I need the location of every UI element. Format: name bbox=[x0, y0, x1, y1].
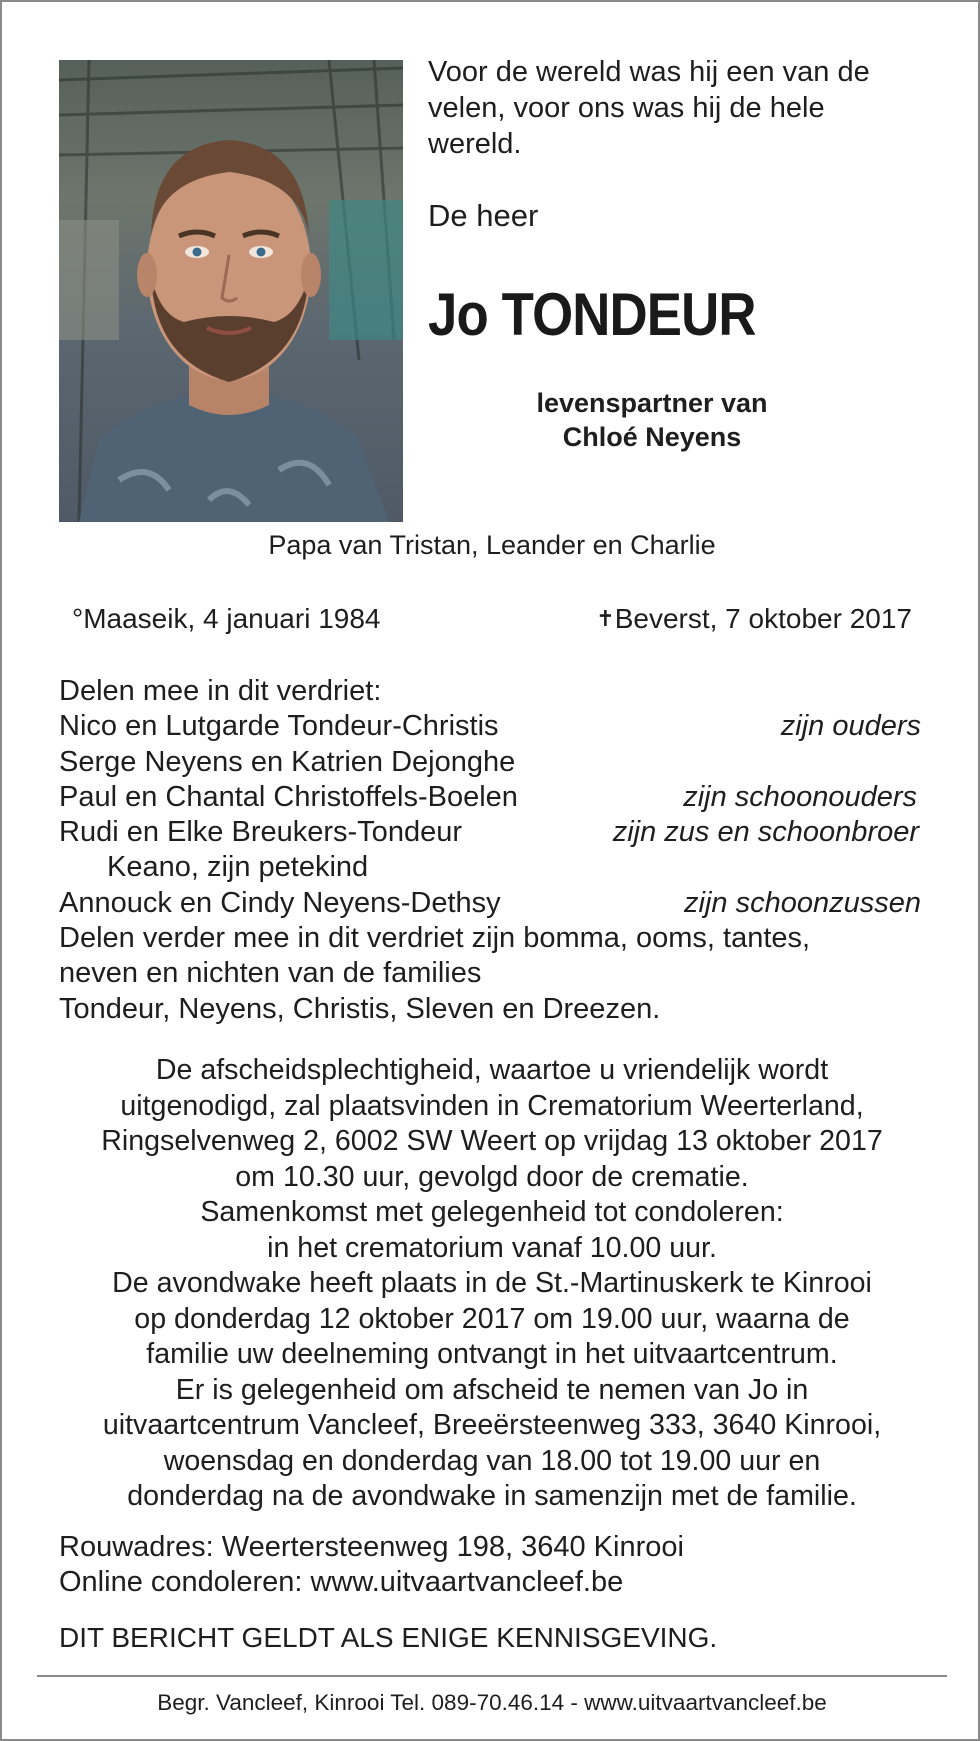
ceremony-details bbox=[32, 1053, 952, 1515]
death-text: Beverst, 7 oktober 2017 bbox=[614, 603, 912, 634]
portrait-photo bbox=[59, 60, 403, 522]
mourner-text: Serge Neyens en Katrien Dejonghe bbox=[59, 745, 516, 778]
mourner-relation: zijn schoonouders bbox=[683, 780, 917, 813]
mourner-row bbox=[59, 992, 921, 1027]
mourner-relation: zijn schoonzussen bbox=[684, 886, 921, 919]
mourner-relation: zijn ouders bbox=[780, 710, 921, 743]
portrait-illustration bbox=[59, 60, 403, 522]
mourner-row bbox=[59, 850, 921, 885]
ceremony-line: Ringselvenweg 2, 6002 SW Weert op vrijdag 13 oktober 2017 bbox=[101, 1125, 883, 1157]
ceremony-line: uitgenodigd, zal plaatsvinden in Crematorium Weerterland, bbox=[120, 1089, 864, 1122]
mourner-text: Tondeur, Neyens, Christis, Sleven en Dreezen. bbox=[59, 992, 661, 1025]
ceremony-line: in het crematorium vanaf 10.00 uur. bbox=[267, 1231, 717, 1264]
partner-line: levenspartner van bbox=[536, 388, 768, 418]
mourner-row bbox=[59, 674, 921, 709]
divider bbox=[37, 1675, 947, 1677]
ceremony-line: Samenkomst met gelegenheid tot condoleren: bbox=[200, 1196, 784, 1228]
intro-line: Voor de wereld was hij een van de bbox=[428, 56, 870, 88]
ceremony-line: om 10.30 uur, gevolgd door de crematie. bbox=[235, 1160, 749, 1193]
intro-line: velen, voor ons was hij de hele bbox=[428, 92, 825, 124]
mourner-text: Paul en Chantal Christoffels-Boelen bbox=[59, 780, 518, 813]
mourner-row bbox=[59, 815, 921, 850]
ceremony-line: woensdag en donderdag van 18.00 tot 19.00 uur en bbox=[163, 1444, 821, 1477]
mourner-row bbox=[59, 956, 921, 991]
mourner-row bbox=[59, 709, 921, 744]
ceremony-line: uitvaartcentrum Vancleef, Breeërsteenweg 333, 3640 Kinrooi, bbox=[102, 1409, 882, 1441]
deceased-name: Jo TONDEUR bbox=[428, 281, 756, 348]
mourner-text: Annouck en Cindy Neyens-Dethsy bbox=[59, 886, 501, 919]
mourner-text: Delen verder mee in dit verdriet zijn bomma, ooms, tantes, bbox=[59, 922, 811, 955]
intro-line: wereld. bbox=[428, 128, 522, 160]
mourner-text: Keano, zijn petekind bbox=[107, 851, 369, 884]
mourning-address bbox=[59, 1530, 939, 1600]
condolence-link: Online condoleren: www.uitvaartvancleef.be bbox=[59, 1566, 624, 1598]
mourners-list bbox=[59, 674, 921, 1027]
address-line: Rouwadres: Weertersteenweg 198, 3640 Kinrooi bbox=[59, 1531, 684, 1563]
mourner-text: Nico en Lutgarde Tondeur-Christis bbox=[59, 710, 499, 743]
children-line: Papa van Tristan, Leander en Charlie bbox=[268, 530, 716, 560]
funeral-home-footer: Begr. Vancleef, Kinrooi Tel. 089-70.46.14 - www.uitvaartvancleef.be bbox=[157, 1690, 827, 1715]
mourner-relation: zijn zus en schoonbroer bbox=[612, 816, 919, 849]
notice-text: DIT BERICHT GELDT ALS ENIGE KENNISGEVING. bbox=[59, 1622, 718, 1653]
mourner-text: Delen mee in dit verdriet: bbox=[59, 675, 382, 707]
birth-info: °Maaseik, 4 januari 1984 bbox=[72, 603, 381, 634]
ceremony-line: De avondwake heeft plaats in de St.-Martinuskerk te Kinrooi bbox=[112, 1267, 872, 1299]
salutation: De heer bbox=[428, 198, 539, 233]
mourner-row bbox=[59, 780, 921, 815]
partner-info bbox=[502, 386, 802, 454]
mourner-text: Rudi en Elke Breukers-Tondeur bbox=[59, 816, 462, 849]
ceremony-line: De afscheidsplechtigheid, waartoe u vriendelijk wordt bbox=[155, 1054, 829, 1086]
cross-icon: ✝ bbox=[596, 606, 615, 631]
partner-line: Chloé Neyens bbox=[562, 422, 742, 452]
mourner-row bbox=[59, 886, 921, 921]
ceremony-line: Er is gelegenheid om afscheid te nemen van Jo in bbox=[175, 1373, 809, 1406]
ceremony-line: donderdag na de avondwake in samenzijn met de familie. bbox=[127, 1480, 857, 1512]
mourner-row bbox=[59, 745, 921, 780]
death-info bbox=[596, 603, 912, 635]
ceremony-line: familie uw deelneming ontvangt in het uitvaartcentrum. bbox=[146, 1338, 838, 1370]
ceremony-line: op donderdag 12 oktober 2017 om 19.00 uur, waarna de bbox=[134, 1302, 850, 1335]
mourner-row bbox=[59, 921, 921, 956]
intro-quote bbox=[428, 54, 948, 162]
mourner-text: neven en nichten van de families bbox=[59, 957, 482, 990]
